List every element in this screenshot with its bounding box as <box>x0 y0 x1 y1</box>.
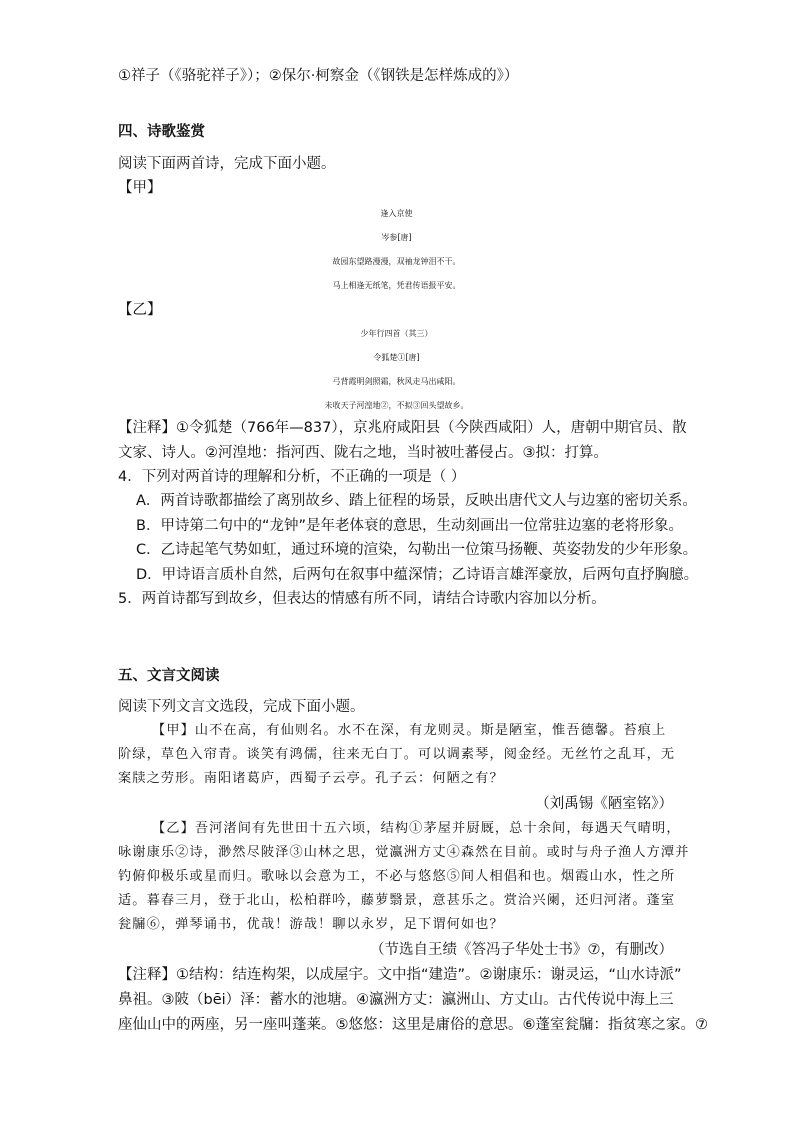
question-5: 5．两首诗都写到故乡，但表达的情感有所不同，请结合诗歌内容加以分析。 <box>118 591 606 607</box>
passage-b-line: 【乙】吾河渚间有先世田十五六顷，结构①茅屋并厨厩，总十余间，每遇天气晴明， <box>152 821 681 836</box>
poem-a-line: 故园东望路漫漫，双袖龙钟泪不干。 <box>332 257 461 266</box>
passage-a-line: 案牍之劳形。南阳诸葛庐，西蜀子云亭。孔子云：何陋之有？ <box>118 771 504 786</box>
answer-line: ①祥子（《骆驼祥子》）；②保尔·柯察金（《钢铁是怎样炼成的》） <box>118 68 519 84</box>
passage-b-source: （节选自王绩《答冯子华处士书》⑦，有删改） <box>370 942 673 958</box>
poetry-instructions: 阅读下面两首诗，完成下面小题。 <box>118 156 336 172</box>
passage-b-line: 适。暮春三月，登于北山，松柏群吟，藤萝翳景，意甚乐之。赏洽兴阑，还归河渚。蓬室 <box>118 893 676 908</box>
passage-a-line: 【甲】山不在高，有仙则名。水不在深，有龙则灵。斯是陋室，惟吾德馨。苔痕上 <box>152 723 667 738</box>
section-heading-poetry: 四、诗歌鉴赏 <box>118 124 205 140</box>
question-4-option-a: A．两首诗歌都描绘了离别故乡、踏上征程的场景，反映出唐代文人与边塞的密切关系。 <box>136 493 697 509</box>
passage-b-line: 瓮牖⑥，弹琴诵书，优哉！游哉！聊以永岁，足下谓何如也？ <box>118 917 504 932</box>
passage-b-line: 钓俯仰极乐或星而归。歌咏以会意为工，不必与悠悠⑤间人相倡和也。烟霞山水，性之所 <box>118 869 676 884</box>
passage-a-line: 阶绿，草色入帘青。谈笑有鸿儒，往来无白丁。可以调素琴，阅金经。无丝竹之乱耳，无 <box>118 747 676 762</box>
question-4-option-d: D．甲诗语言质朴自然，后两句在叙事中蕴深情；乙诗语言雄浑豪放，后两句直抒胸臆。 <box>136 567 699 583</box>
passage-b-line: 咏谢康乐②诗，渺然尽陂泽③山林之思，觉瀛洲方丈④森然在目前。或时与舟子渔人方潭并 <box>118 845 690 860</box>
poetry-notes-line: 【注释】①令狐楚（766年—837），京兆府咸阳县（今陕西咸阳）人，唐朝中期官员、散 <box>118 420 687 436</box>
question-4-option-c: C．乙诗起笔气势如虹，通过环境的渲染，勾勒出一位策马扬鞭、英姿勃发的少年形象。 <box>136 542 698 558</box>
classical-notes-line: 【注释】①结构：结连构架，以成屋宇。文中指“建造”。②谢康乐：谢灵运，“山水诗派” <box>118 967 682 983</box>
poem-a-title: 逢入京使 <box>380 209 413 218</box>
classical-notes-line: 座仙山中的两座，另一座叫蓬莱。⑤悠悠：这里是庸俗的意思。⑥蓬室瓮牖：指贫寒之家。⑦ <box>118 1017 708 1033</box>
question-4-stem: 4．下列对两首诗的理解和分析，不正确的一项是（ ） <box>118 469 466 485</box>
poem-a-marker: 【甲】 <box>118 180 162 196</box>
poem-b-marker: 【乙】 <box>118 302 162 318</box>
question-4-option-b: B．甲诗第二句中的“龙钟”是年老体衰的意思，生动刻画出一位常驻边塞的老将形象。 <box>136 518 683 534</box>
classical-notes-line: 鼻祖。③陂（bēi）泽：蓄水的池塘。④瀛洲方丈：瀛洲山、方丈山。古代传说中海上三 <box>118 992 674 1008</box>
section-heading-classical: 五、文言文阅读 <box>118 668 220 684</box>
poem-b-line: 未收天子河湟地②，不拟③回头望故乡。 <box>324 401 469 410</box>
passage-a-source: （刘禹锡《陋室铭》） <box>535 796 673 812</box>
poem-a-author: 岑参[唐] <box>381 233 412 242</box>
poem-a-line: 马上相逢无纸笔，凭君传语报平安。 <box>332 281 461 290</box>
poem-b-author: 令狐楚①[唐] <box>373 353 420 362</box>
poem-b-title: 少年行四首（其三） <box>360 329 433 338</box>
classical-instructions: 阅读下列文言文选段，完成下面小题。 <box>118 699 365 715</box>
poetry-notes-line: 文家、诗人。②河湟地：指河西、陇右之地，当时被吐蕃侵占。③拟：打算。 <box>118 445 608 461</box>
poem-b-line: 弓背霞明剑照霜，秋风走马出咸阳。 <box>332 377 461 386</box>
